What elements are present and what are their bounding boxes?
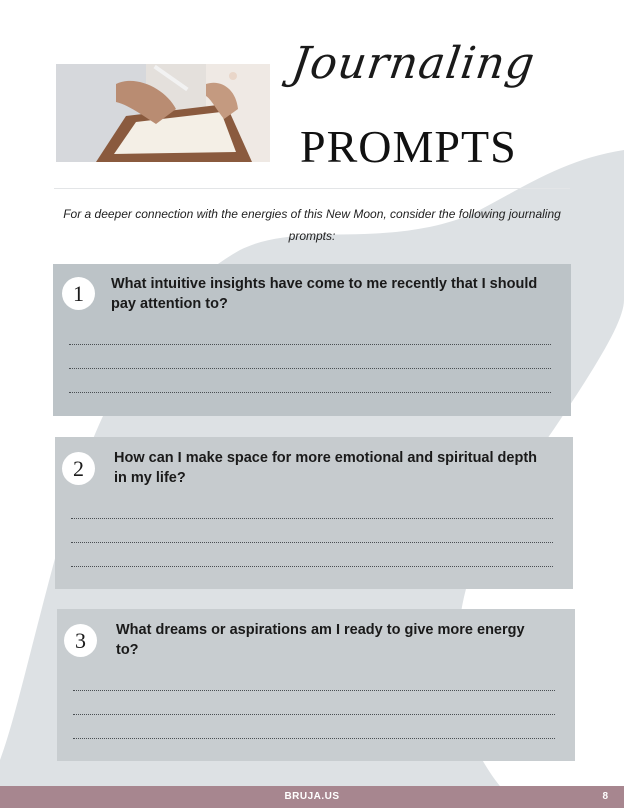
page-title: PROMPTS xyxy=(300,121,517,172)
page-number: 8 xyxy=(602,791,608,802)
prompt-question: How can I make space for more emotional and spiritual depth in my life? xyxy=(114,450,538,486)
prompt-question: What dreams or aspirations am I ready to give more energy to? xyxy=(116,622,525,658)
prompt-number-badge: 3 xyxy=(64,624,97,657)
prompt-number-badge: 1 xyxy=(62,277,95,310)
writing-line[interactable] xyxy=(71,542,553,543)
writing-line[interactable] xyxy=(69,344,551,345)
page-footer xyxy=(0,786,624,808)
writing-line[interactable] xyxy=(73,690,555,691)
footer-site-link[interactable]: BRUJA.US xyxy=(284,791,340,802)
writing-line[interactable] xyxy=(71,518,553,519)
writing-line[interactable] xyxy=(69,392,551,393)
writing-line[interactable] xyxy=(69,368,551,369)
prompt-number-badge: 2 xyxy=(62,452,95,485)
writing-line[interactable] xyxy=(73,738,555,739)
header-divider xyxy=(54,188,570,189)
writing-line[interactable] xyxy=(71,566,553,567)
prompt-question: What intuitive insights have come to me recently that I should pay attention to? xyxy=(111,276,538,312)
intro-text: For a deeper connection with the energies of this New Moon, consider the following journaling prompts: xyxy=(63,207,561,243)
prompt-card-3 xyxy=(57,609,575,761)
prompt-card-2 xyxy=(55,437,573,589)
writing-line[interactable] xyxy=(73,714,555,715)
prompt-card-1 xyxy=(53,264,571,416)
journal-photo xyxy=(56,64,270,162)
script-title: Journaling xyxy=(288,38,539,89)
